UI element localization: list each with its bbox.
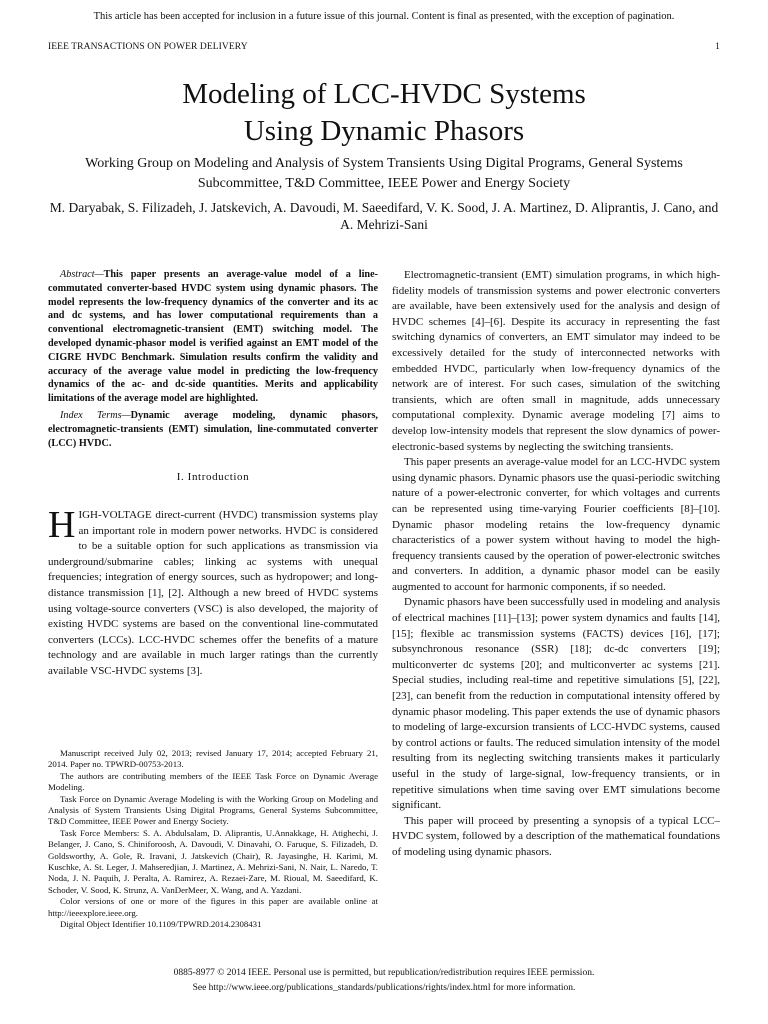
left-column [48,268,378,679]
journal-name: IEEE TRANSACTIONS ON POWER DELIVERY [48,42,248,52]
index-terms-text: Dynamic average modeling, dynamic phasors, electromagnetic-transients (EMT) simulation, line-commutated converter (LCC) HVDC. [48,409,378,449]
footnote: Color versions of one or more of the figures in this paper are available online at http://ieeexplore.ieee.org. [48,896,378,918]
abstract-label: Abstract— [60,269,104,280]
index-terms-label: Index Terms— [60,409,131,421]
copyright-notice [0,966,768,996]
footnote: Manuscript received July 02, 2013; revised January 17, 2014; accepted February 21, 2014. Paper no. TPWRD-00753-2013. [48,748,378,770]
right-column [392,268,720,861]
intro-text: IGH-VOLTAGE direct-current (HVDC) transmission systems play an important role in modern power networks. HVDC is considered to be a suitable option for such applications as transmission via underground/submarine cables; linking ac systems with unequal frequencies; integration of energy sources, such as hydropower; and long-distance transmission [1], [2]. Although a new breed of HVDC systems using voltage-source converters (VSC) is also developed, the majority of existing HVDC systems are based on the conventional line-commutated converters (LCCs). LCC-HVDC schemes offer the benefits of a mature technology and are available in much larger ratings than the currently available VSC-HVDC systems [3]. [48,508,378,677]
drop-cap: H [48,503,76,546]
footnote: Task Force Members: S. A. Abdulsalam, D. Aliprantis, U.Annakkage, H. Atighechi, J. Belanger, J. Cano, S. Chiniforoosh, A. Davoudi, V. Dinavahi, O. Faruque, S. Filizadeh, D. Goldsworthy, A. Gole, R. Iravani, J. Jatskevich (Chair), R. Jayasinghe, H. Karimi, M. Kuschke, A. St. Leger, J. Mahseredjian, J. Martinez, A. Mehrizi-Sani, N. Nair, L. Naredo, T. Noda, J. N. Paquih, J. Peralta, A. Ramirez, A. Rezaei-Zare, M. Rioual, M. Saeedifard, K. Schoder, V. Sood, K. Strunz, A. VanDerMeer, X. Wang, and A. Yazdani. [48,827,378,895]
abstract-text: This paper presents an average-value model of a line-commutated converter-based HVDC system using dynamic phasors. The model represents the low-frequency dynamics of the converter and its ac and dc systems, and has lower computational requirements than a conventional electromagnetic-transient (EMT) switching model. The developed dynamic-phasor model is verified against an EMT model of the CIGRE HVDC Benchmark. Simulation results confirm the validity and accuracy of the average value model in predicting the low-frequency dynamics of the ac- and dc-side quantities. Merits and applicability limitations of the average model are highlighted. [48,269,378,405]
copyright-line-1: 0885-8977 © 2014 IEEE. Personal use is permitted, but republication/redistribution requires IEEE permission. [173,968,595,978]
footnote: Digital Object Identifier 10.1109/TPWRD.2014.2308431 [60,919,262,930]
footnote: Task Force on Dynamic Average Modeling is with the Working Group on Modeling and Analysis of System Transients Using Digital Programs, General Systems Subcommittee, T&D Committee, IEEE Power and Energy Society. [48,793,378,827]
title-line-1: Modeling of LCC-HVDC Systems [182,78,586,110]
acceptance-notice: This article has been accepted for inclusion in a future issue of this journal. Content is final as presented, with the exception of pagination. [93,11,675,22]
title-line-2: Using Dynamic Phasors [243,115,525,147]
body-paragraph: Dynamic phasors have been successfully used in modeling and analysis of electrical machines [11]–[13]; power system dynamics and faults [14], [15]; flexible ac transmission systems (FACTS) devices [16], [17]; subsynchronous resonance (SSR) [18]; dc-dc converters [19]; multiconverter dc systems [20]; and multiconverter ac systems [21]. Special studies, including real-time and repetitive simulations [5], [22], [23], can benefit from the reduction in computational intensity offered by dynamic phasor modeling. This paper extends the use of dynamic phasors to modeling of large-excursion transients of LCC-HVDC systems, caused by control actions or faults. The reduced simulation intensity of the model resulting from its neglecting switching transients makes it particularly useful in the study of large-signal, low-frequency transients, or in repetitive simulations when time saving over EMT simulations become significant. [392,596,720,812]
paper-title [0,76,768,150]
body-paragraph: This paper presents an average-value model for an LCC-HVDC system using dynamic phasors. Dynamic phasors use the quasi-periodic switching nature of a power-electronic converter, for which voltages and currents can be represented using time-varying Fourier coefficients [8]–[10]. Dynamic phasor modeling retains the low-frequency dynamic characteristics of a power system without having to model the high-frequency transients caused by the operation of power-electronic switches and converters. In addition, a dynamic phasor model can be easily augmented to account for harmonic components, if so needed. [392,456,720,593]
section-heading: I. Introduction [176,471,250,484]
footnote: The authors are contributing members of the IEEE Task Force on Dynamic Average Modeling. [48,770,378,793]
index-terms [48,409,378,450]
running-head [48,42,720,52]
working-group: Working Group on Modeling and Analysis of System Transients Using Digital Programs, General Systems Subcommittee, T&D Committee, IEEE Power and Energy Society [85,156,683,191]
copyright-line-2: See http://www.ieee.org/publications_standards/publications/rights/index.html for more information. [192,983,576,993]
footnotes [48,748,378,931]
intro-paragraph [48,503,378,680]
author-list: M. Daryabak, S. Filizadeh, J. Jatskevich, A. Davoudi, M. Saeedifard, V. K. Sood, J. A. Martinez, D. Aliprantis, J. Cano, and A. Mehrizi-Sani [49,200,719,232]
body-paragraph: Electromagnetic-transient (EMT) simulation programs, in which high-fidelity models of transmission systems and power electronic converters are available, have been extensively used for the analysis and design of HVDC schemes [4]–[6]. Despite its accuracy in representing the fast switching dynamics of converters, an EMT simulator may indeed to be excessively detailed for the study of interconnected networks with embedded HVDC, particularly when low-frequency dynamics of the network are of interest. For such cases, simulation of the switching transients, which are often small in magnitude, adds unnecessary computational complexity. Dynamic average modeling [7] aims to develop low-intensity models that represent the slow dynamics of power-electronic-based systems by neglecting the switching transients. [392,269,720,453]
abstract [48,268,378,406]
page-number: 1 [715,42,720,52]
body-paragraph: This paper will proceed by presenting a synopsis of a typical LCC–HVDC system, followed by a description of the mathematical foundations of modeling using dynamic phasors. [392,814,720,858]
